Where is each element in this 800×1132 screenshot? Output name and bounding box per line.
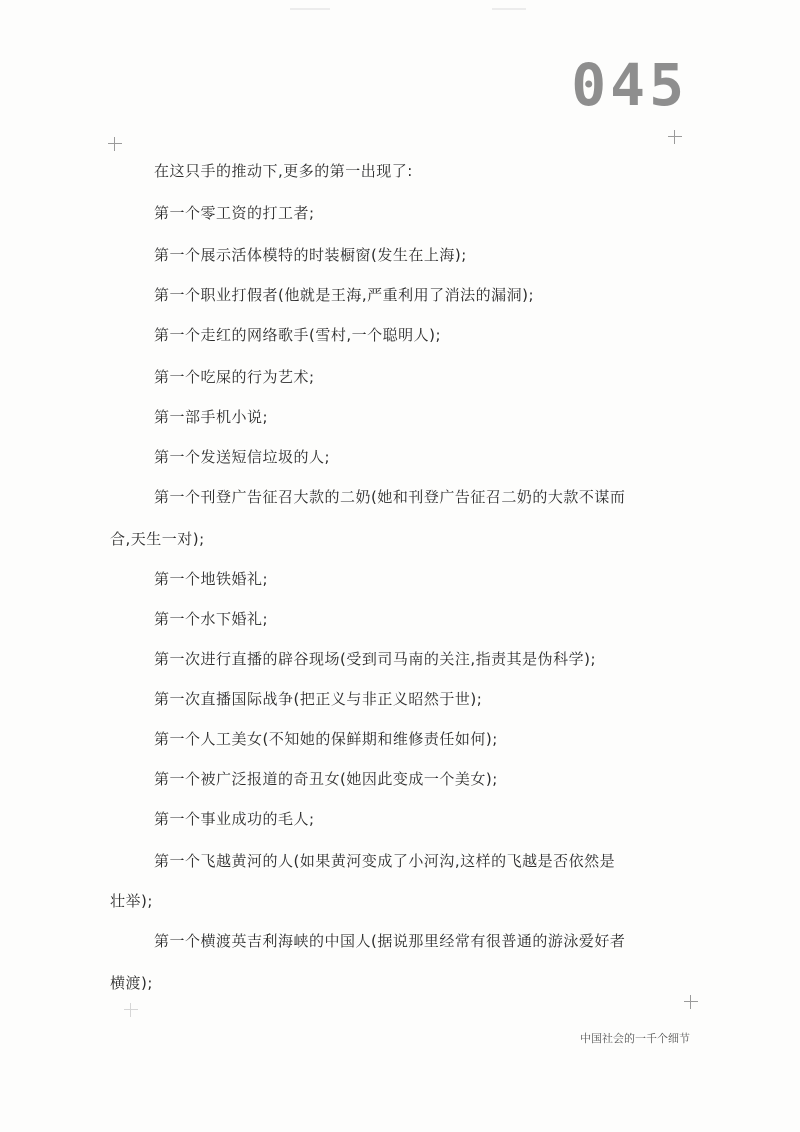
- text-line: 第一次直播国际战争(把正义与非正义昭然于世);: [154, 690, 483, 708]
- crop-mark-icon: [108, 137, 122, 151]
- text-line: 第一个刊登广告征召大款的二奶(她和刊登广告征召二奶的大款不谋而: [154, 488, 626, 506]
- text-line: 横渡);: [110, 974, 153, 992]
- text-line: 第一个职业打假者(他就是王海,严重利用了消法的漏洞);: [154, 286, 535, 304]
- scan-smudge: [290, 8, 330, 10]
- text-line: 第一个地铁婚礼;: [154, 570, 269, 588]
- text-line: 第一个事业成功的毛人;: [154, 810, 315, 828]
- crop-mark-icon: [124, 1003, 138, 1017]
- text-line: 第一个零工资的打工者;: [154, 204, 315, 222]
- text-line: 第一个吃屎的行为艺术;: [154, 368, 315, 386]
- text-line: 第一个被广泛报道的奇丑女(她因此变成一个美女);: [154, 770, 498, 788]
- text-line: 第一个水下婚礼;: [154, 610, 269, 628]
- text-line: 第一个人工美女(不知她的保鲜期和维修责任如何);: [154, 730, 498, 748]
- text-line: 第一个展示活体模特的时装橱窗(发生在上海);: [154, 246, 467, 264]
- text-line: 壮举);: [110, 892, 153, 910]
- text-line: 第一次进行直播的辟谷现场(受到司马南的关注,指责其是伪科学);: [154, 650, 597, 668]
- crop-mark-icon: [684, 995, 698, 1009]
- text-line: 第一个走红的网络歌手(雪村,一个聪明人);: [154, 326, 442, 344]
- text-line: 第一个飞越黄河的人(如果黄河变成了小河沟,这样的飞越是否依然是: [154, 852, 616, 870]
- running-footer: 中国社会的一千个细节: [580, 1032, 690, 1045]
- scan-smudge: [492, 8, 526, 10]
- text-line: 第一个发送短信垃圾的人;: [154, 448, 331, 466]
- text-line: 第一部手机小说;: [154, 408, 269, 426]
- crop-mark-icon: [668, 130, 682, 144]
- text-line: 在这只手的推动下,更多的第一出现了:: [154, 162, 413, 180]
- text-line: 合,天生一对);: [110, 530, 205, 548]
- page-number: 045: [571, 51, 688, 119]
- text-line: 第一个横渡英吉利海峡的中国人(据说那里经常有很普通的游泳爱好者: [154, 932, 626, 950]
